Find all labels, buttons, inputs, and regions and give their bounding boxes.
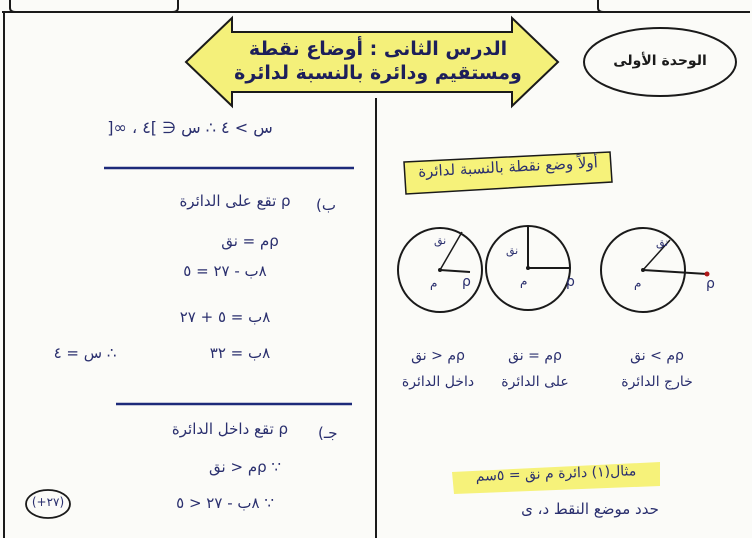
top-left-box-right (172, 0, 178, 12)
circle-diagram-on (486, 226, 570, 310)
eq6: ∵ ٨ب - ٢٧ < ٥ (176, 494, 274, 512)
circle1-radius-label: نق (656, 236, 669, 249)
top-line: س > ٤ ∴ س ∈ ]٤ ، ∞[ (107, 118, 273, 137)
cond1-line2: خارج الدائرة (621, 374, 693, 390)
cond3-line1: ρم < نق (411, 348, 465, 364)
circle1-center-label: م (634, 276, 642, 290)
eq5: ∵ ρم < نق (209, 458, 281, 476)
circle2-radius-label: نق (506, 244, 519, 257)
circle1-point-label: ρ (706, 276, 715, 292)
lesson-title-line2: ومستقيم ودائرة بالنسبة لدائرة (234, 62, 522, 84)
eq1: ρم = نق (221, 232, 279, 250)
circle3-point-label: ρ (462, 274, 471, 290)
part-c-label: جـ) (318, 424, 338, 442)
eq7-note: (+٢٧) (31, 495, 65, 509)
cond2-line1: ρم = نق (508, 348, 562, 364)
example-line2: حدد موضع النقط د، ى (521, 500, 659, 518)
part-c-title: ρ تقع داخل الدائرة (171, 420, 289, 438)
example-heading: مثال(١) دائرة م نق = ٥سم (475, 463, 637, 485)
eq4: ٨ب = ٣٢ (209, 344, 271, 362)
circle3-radius-label: نق (434, 234, 447, 247)
unit-label: الوحدة الأولى (613, 53, 707, 69)
top-right-box (598, 0, 604, 12)
top-left-box (10, 0, 16, 12)
lesson-title-line1: الدرس الثانى : أوضاع نقطة (248, 38, 508, 60)
part-b-label: ب) (316, 196, 336, 214)
circle2-point-label: ρ (566, 274, 575, 290)
cond3-line2: داخل الدائرة (401, 374, 475, 390)
circle2-center-label: م (520, 274, 528, 288)
circle3-center-label: م (430, 276, 438, 290)
eq2: ٨ب - ٢٧ = ٥ (183, 262, 267, 280)
cond1-line1: ρم > نق (630, 348, 684, 364)
eq4-result: ∴ س = ٤ (53, 344, 117, 362)
part-b-title: ρ تقع على الدائرة (179, 192, 291, 210)
section-heading: أولاً وضع نقطة بالنسبة لدائرة (417, 153, 599, 181)
cond2-line2: على الدائرة (501, 374, 569, 390)
eq3: ٨ب = ٥ + ٢٧ (179, 308, 271, 326)
